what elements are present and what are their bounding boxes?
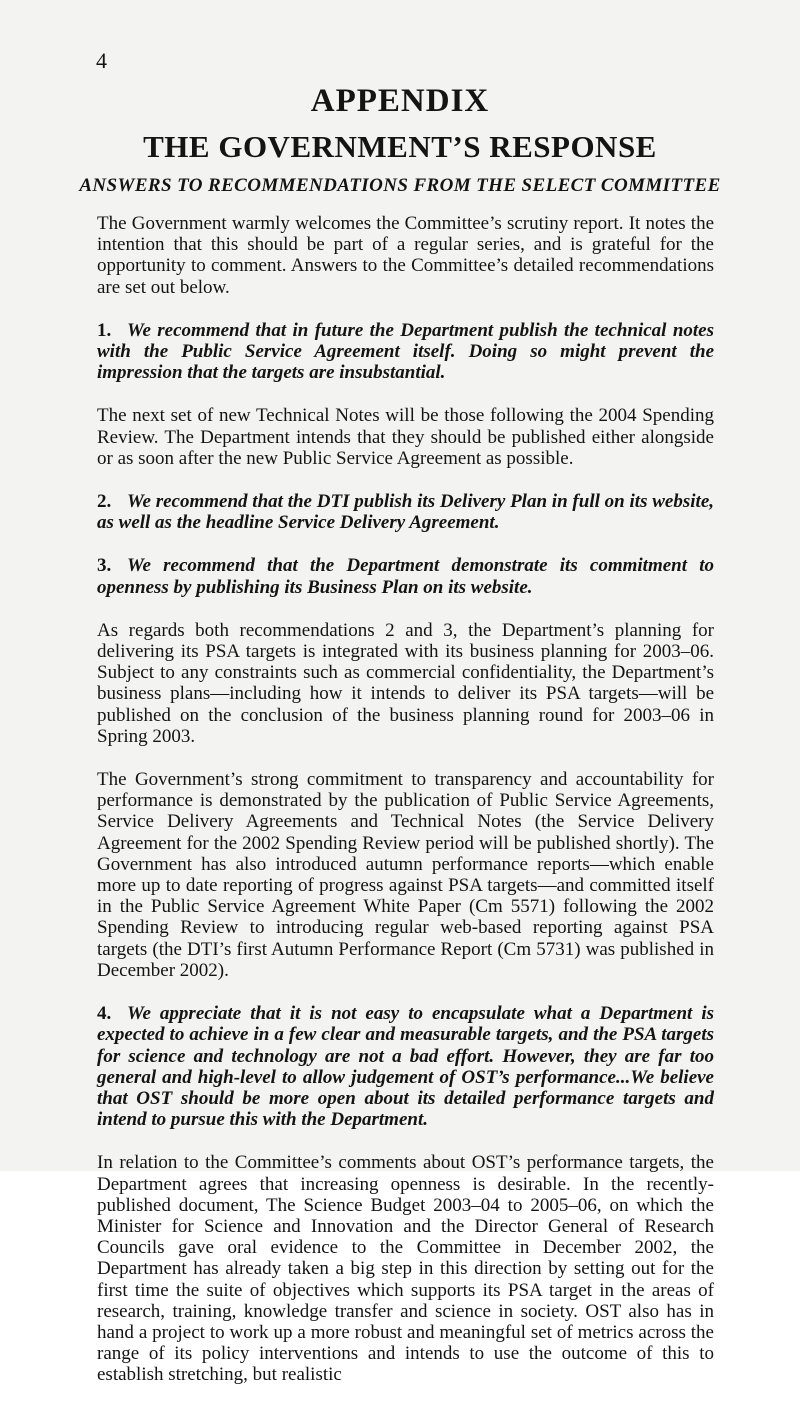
response-paragraph — [97, 405, 714, 469]
paragraph-text: The Government’s strong commitment to transparency and accountability for performance is demonstrated by the publication of Public Service Agreements, Service Delivery Agreements and Technical Notes (the Service Delivery Agreement for the 2002 Spending Review period will be published shortly). The Government has also introduced autumn performance reports—which enable more up to date reporting of progress against PSA targets—and committed itself in the Public Service Agreement White Paper (Cm 5571) following the 2002 Spending Review to introducing regular web-based reporting against PSA targets (the DTI’s first Autumn Performance Report (Cm 5731) was published in December 2002). — [97, 769, 714, 981]
paragraph-text: As regards both recommendations 2 and 3, the Department’s planning for delivering its PSA targets is integrated with its business planning for 2003–06. Subject to any constraints such as commercial confidentiality, the Department’s business plans—including how it intends to deliver its PSA targets—will be published on the conclusion of the business planning round for 2003–06 in Spring 2003. — [97, 619, 714, 747]
response-paragraph — [97, 769, 714, 981]
recommendation-text: We recommend that the DTI publish its Delivery Plan in full on its website, as well as the headline Service Delivery Agreement. — [97, 491, 714, 534]
recommendation-number: 1. — [97, 319, 112, 341]
paragraph-text: In relation to the Committee’s comments about OST’s performance targets, the Department agrees that increasing openness is desirable. In the recently-published document, The Science Budget 2003–04 to 2005–06, on which the Minister for Science and Innovation and the Director General of Research Councils gave oral evidence to the Committee in December 2002, the Department has already taken a big step in this direction by setting out for the first time the suite of objectives which supports its PSA target in the areas of research, training, knowledge transfer and science in society. OST also has in hand a project to work up a more robust and meaningful set of metrics across the range of its policy interventions and intends to use the outcome of this to establish stretching, but realistic — [97, 1152, 714, 1386]
document-title: THE GOVERNMENT’S RESPONSE — [143, 129, 657, 164]
document-body — [97, 213, 714, 1408]
paragraph-text: The Government warmly welcomes the Committee’s scrutiny report. It notes the intention that this should be part of a regular series, and is grateful for the opportunity to comment. Answers to the Committee’s detailed recommendations are set out below. — [97, 213, 714, 298]
recommendation-number: 3. — [97, 555, 112, 577]
response-paragraph — [97, 620, 714, 747]
document-subtitle: ANSWERS TO RECOMMENDATIONS FROM THE SELECT COMMITTEE — [79, 175, 721, 196]
intro-paragraph — [97, 213, 714, 298]
recommendation-text: We appreciate that it is not easy to encapsulate what a Department is expected to achieve in a few clear and measurable targets, and the PSA targets for science and technology are not a bad effort. However, they are far too general and high-level to allow judgement of OST’s performance...We believe that OST should be more open about its detailed performance targets and intend to pursue this with the Department. — [97, 1003, 714, 1131]
recommendation-1 — [97, 320, 714, 384]
paragraph-text: The next set of new Technical Notes will be those following the 2004 Spending Review. The Department intends that they should be published either alongside or as soon after the new Public Service Agreement as possible. — [97, 405, 714, 469]
recommendation-4 — [97, 1003, 714, 1130]
page-number: 4 — [96, 48, 107, 73]
appendix-title: APPENDIX — [310, 83, 490, 119]
recommendation-number: 4. — [97, 1003, 112, 1025]
recommendation-2 — [97, 491, 714, 533]
recommendation-text: We recommend that in future the Department publish the technical notes with the Public Service Agreement itself. Doing so might prevent the impression that the targets are insubstantial. — [97, 319, 714, 384]
response-paragraph — [97, 1152, 714, 1385]
recommendation-text: We recommend that the Department demonstrate its commitment to openness by publishing its Business Plan on its website. — [97, 555, 714, 598]
recommendation-number: 2. — [97, 491, 112, 513]
recommendation-3 — [97, 555, 714, 597]
